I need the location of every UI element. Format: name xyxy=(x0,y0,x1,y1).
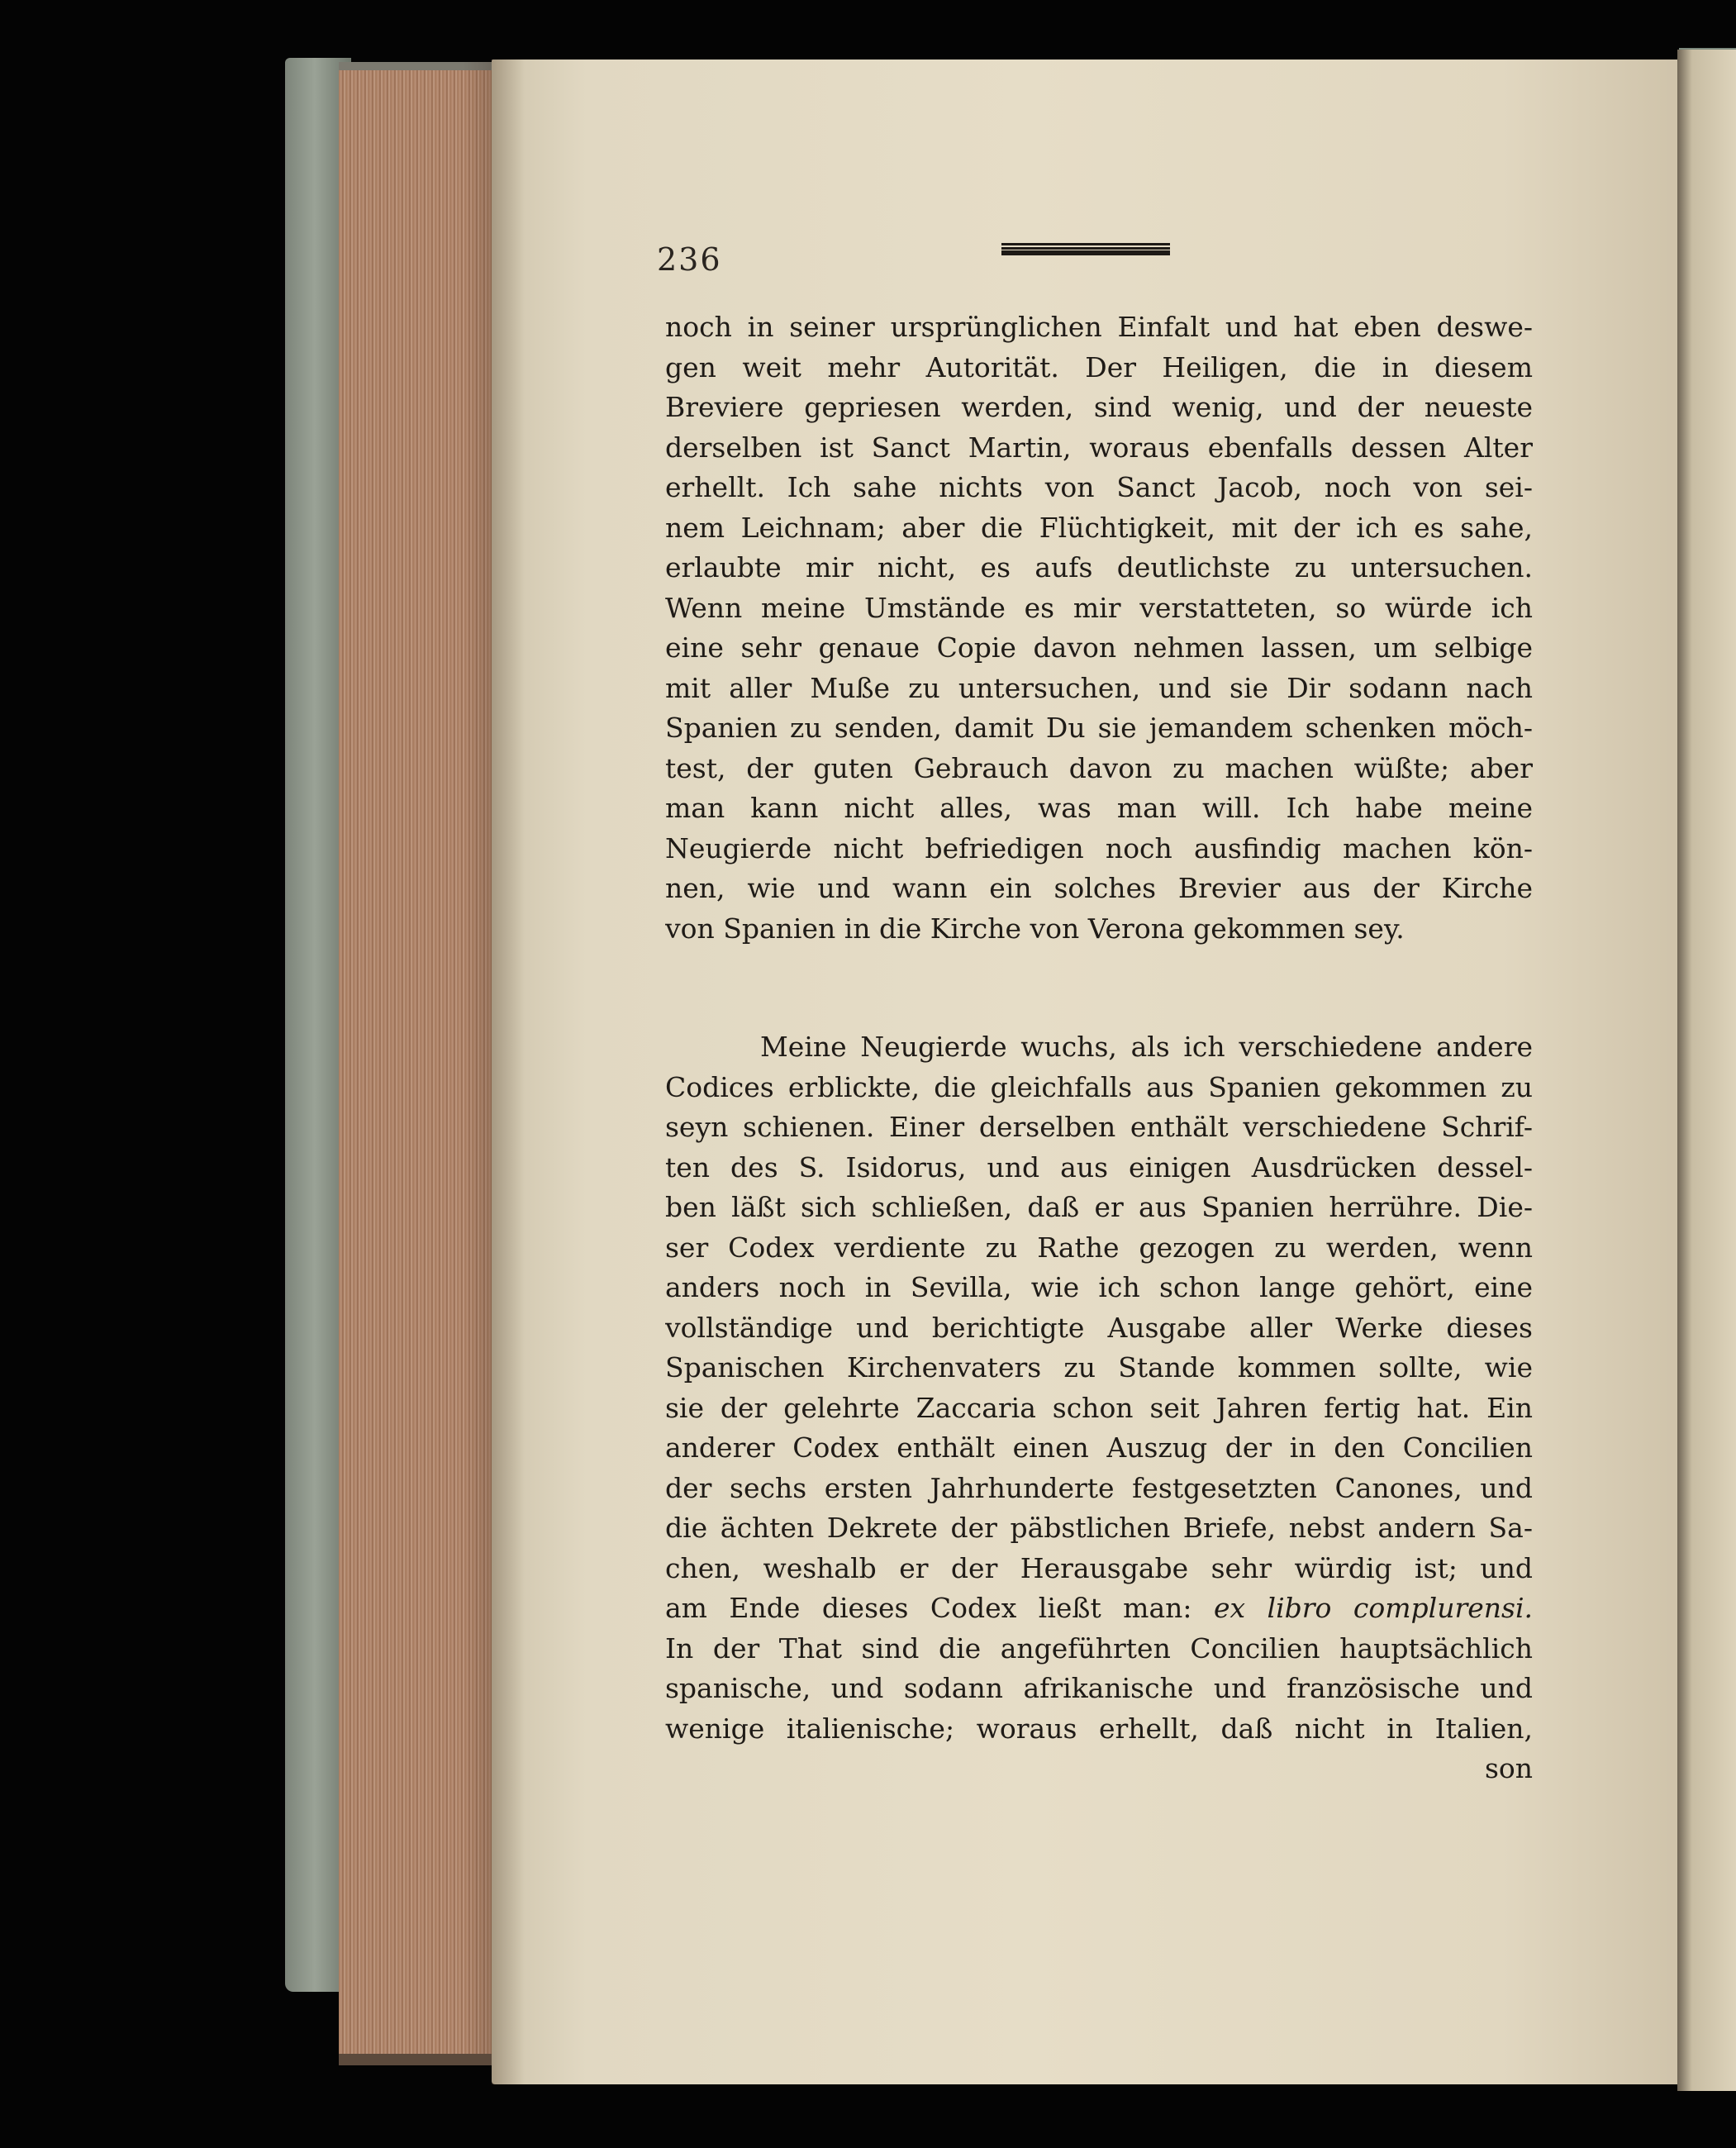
text-line: anders noch in Sevilla, wie ich schon lange gehört, eine xyxy=(665,1271,1533,1303)
text-line: spanische, und sodann afrikanische und französische und xyxy=(665,1672,1533,1704)
line-before-latin: am Ende dieses Codex ließt man: xyxy=(665,1592,1192,1624)
text-line: man kann nicht alles, was man will. Ich habe meine xyxy=(665,792,1533,824)
text-line: Wenn meine Umstände es mir verstatteten, so würde ich xyxy=(665,591,1533,624)
text-line: Meine Neugierde wuchs, als ich verschiedene andere xyxy=(760,1031,1533,1063)
text-line-latin xyxy=(665,1588,1533,1629)
text-line: erlaubte mir nicht, es aufs deutlichste zu untersuchen. xyxy=(665,551,1533,583)
text-line: sie der gelehrte Zaccaria schon seit Jahren fertig hat. Ein xyxy=(665,1391,1533,1424)
text-line: ten des S. Isidorus, und aus einigen Ausdrücken dessel- xyxy=(665,1150,1533,1184)
page-number: 236 xyxy=(657,241,722,278)
text-line: die ächten Dekrete der päbstlichen Briefe, nebst andern Sa- xyxy=(665,1512,1533,1544)
text-line: Breviere gepriesen werden, sind wenig, und der neueste xyxy=(665,391,1533,423)
text-line: vollständige und berichtigte Ausgabe aller Werke dieses xyxy=(665,1311,1533,1344)
text-line: der sechs ersten Jahrhunderte festgesetzten Canones, und xyxy=(665,1471,1533,1504)
text-line: test, der guten Gebrauch davon zu machen wüßte; aber xyxy=(665,751,1533,784)
text-line: erhellt. Ich sahe nichts von Sanct Jacob, noch von sei- xyxy=(665,471,1533,503)
header-rule xyxy=(1001,243,1170,256)
text-line: ser Codex verdiente zu Rathe gezogen zu werden, wenn xyxy=(665,1231,1533,1264)
text-line: eine sehr genaue Copie davon nehmen lassen, um selbige xyxy=(665,631,1533,664)
text-line: Spanischen Kirchenvaters zu Stande kommen sollte, wie xyxy=(665,1351,1533,1384)
text-line: von Spanien in die Kirche von Verona gekommen sey. xyxy=(665,912,1405,945)
text-line: In der That sind die angeführten Concilien hauptsächlich xyxy=(665,1631,1533,1665)
text-line: wenige italienische; woraus erhellt, daß nicht in Italien, xyxy=(665,1712,1533,1745)
facing-page xyxy=(1677,50,1736,2091)
text-line: Neugierde nicht befriedigen noch ausfindig machen kön- xyxy=(665,831,1533,864)
text-line: gen weit mehr Autorität. Der Heiligen, die in diesem xyxy=(665,350,1533,383)
text-line: Spanien zu senden, damit Du sie jemandem schenken möch- xyxy=(665,712,1533,744)
gutter-shadow xyxy=(492,60,525,2084)
catchword: son xyxy=(1484,1752,1533,1784)
text-line: derselben ist Sanct Martin, woraus ebenfalls dessen Alter xyxy=(665,431,1533,464)
text-line: Codices erblickte, die gleichfalls aus Spanien gekommen zu xyxy=(665,1070,1533,1103)
paragraph-2 xyxy=(665,1027,1533,1789)
text-line: seyn schienen. Einer derselben enthält verschiedene Schrif- xyxy=(665,1111,1533,1143)
text-line: noch in seiner ursprünglichen Einfalt und hat eben deswe- xyxy=(665,311,1533,343)
text-line: mit aller Muße zu untersuchen, und sie Dir sodann nach xyxy=(665,671,1533,704)
text-line: nen, wie und wann ein solches Brevier aus der Kirche xyxy=(665,872,1533,904)
text-line: chen, weshalb er der Herausgabe sehr würdig ist; und xyxy=(665,1551,1533,1584)
paragraph-1 xyxy=(665,307,1533,949)
text-line: nem Leichnam; aber die Flüchtigkeit, mit der ich es sahe, xyxy=(665,511,1533,544)
latin-phrase: ex libro complurensi. xyxy=(1213,1592,1533,1624)
text-line: anderer Codex enthält einen Auszug der in den Concilien xyxy=(665,1431,1533,1464)
text-line: ben läßt sich schließen, daß er aus Spanien herrühre. Die- xyxy=(665,1191,1533,1223)
